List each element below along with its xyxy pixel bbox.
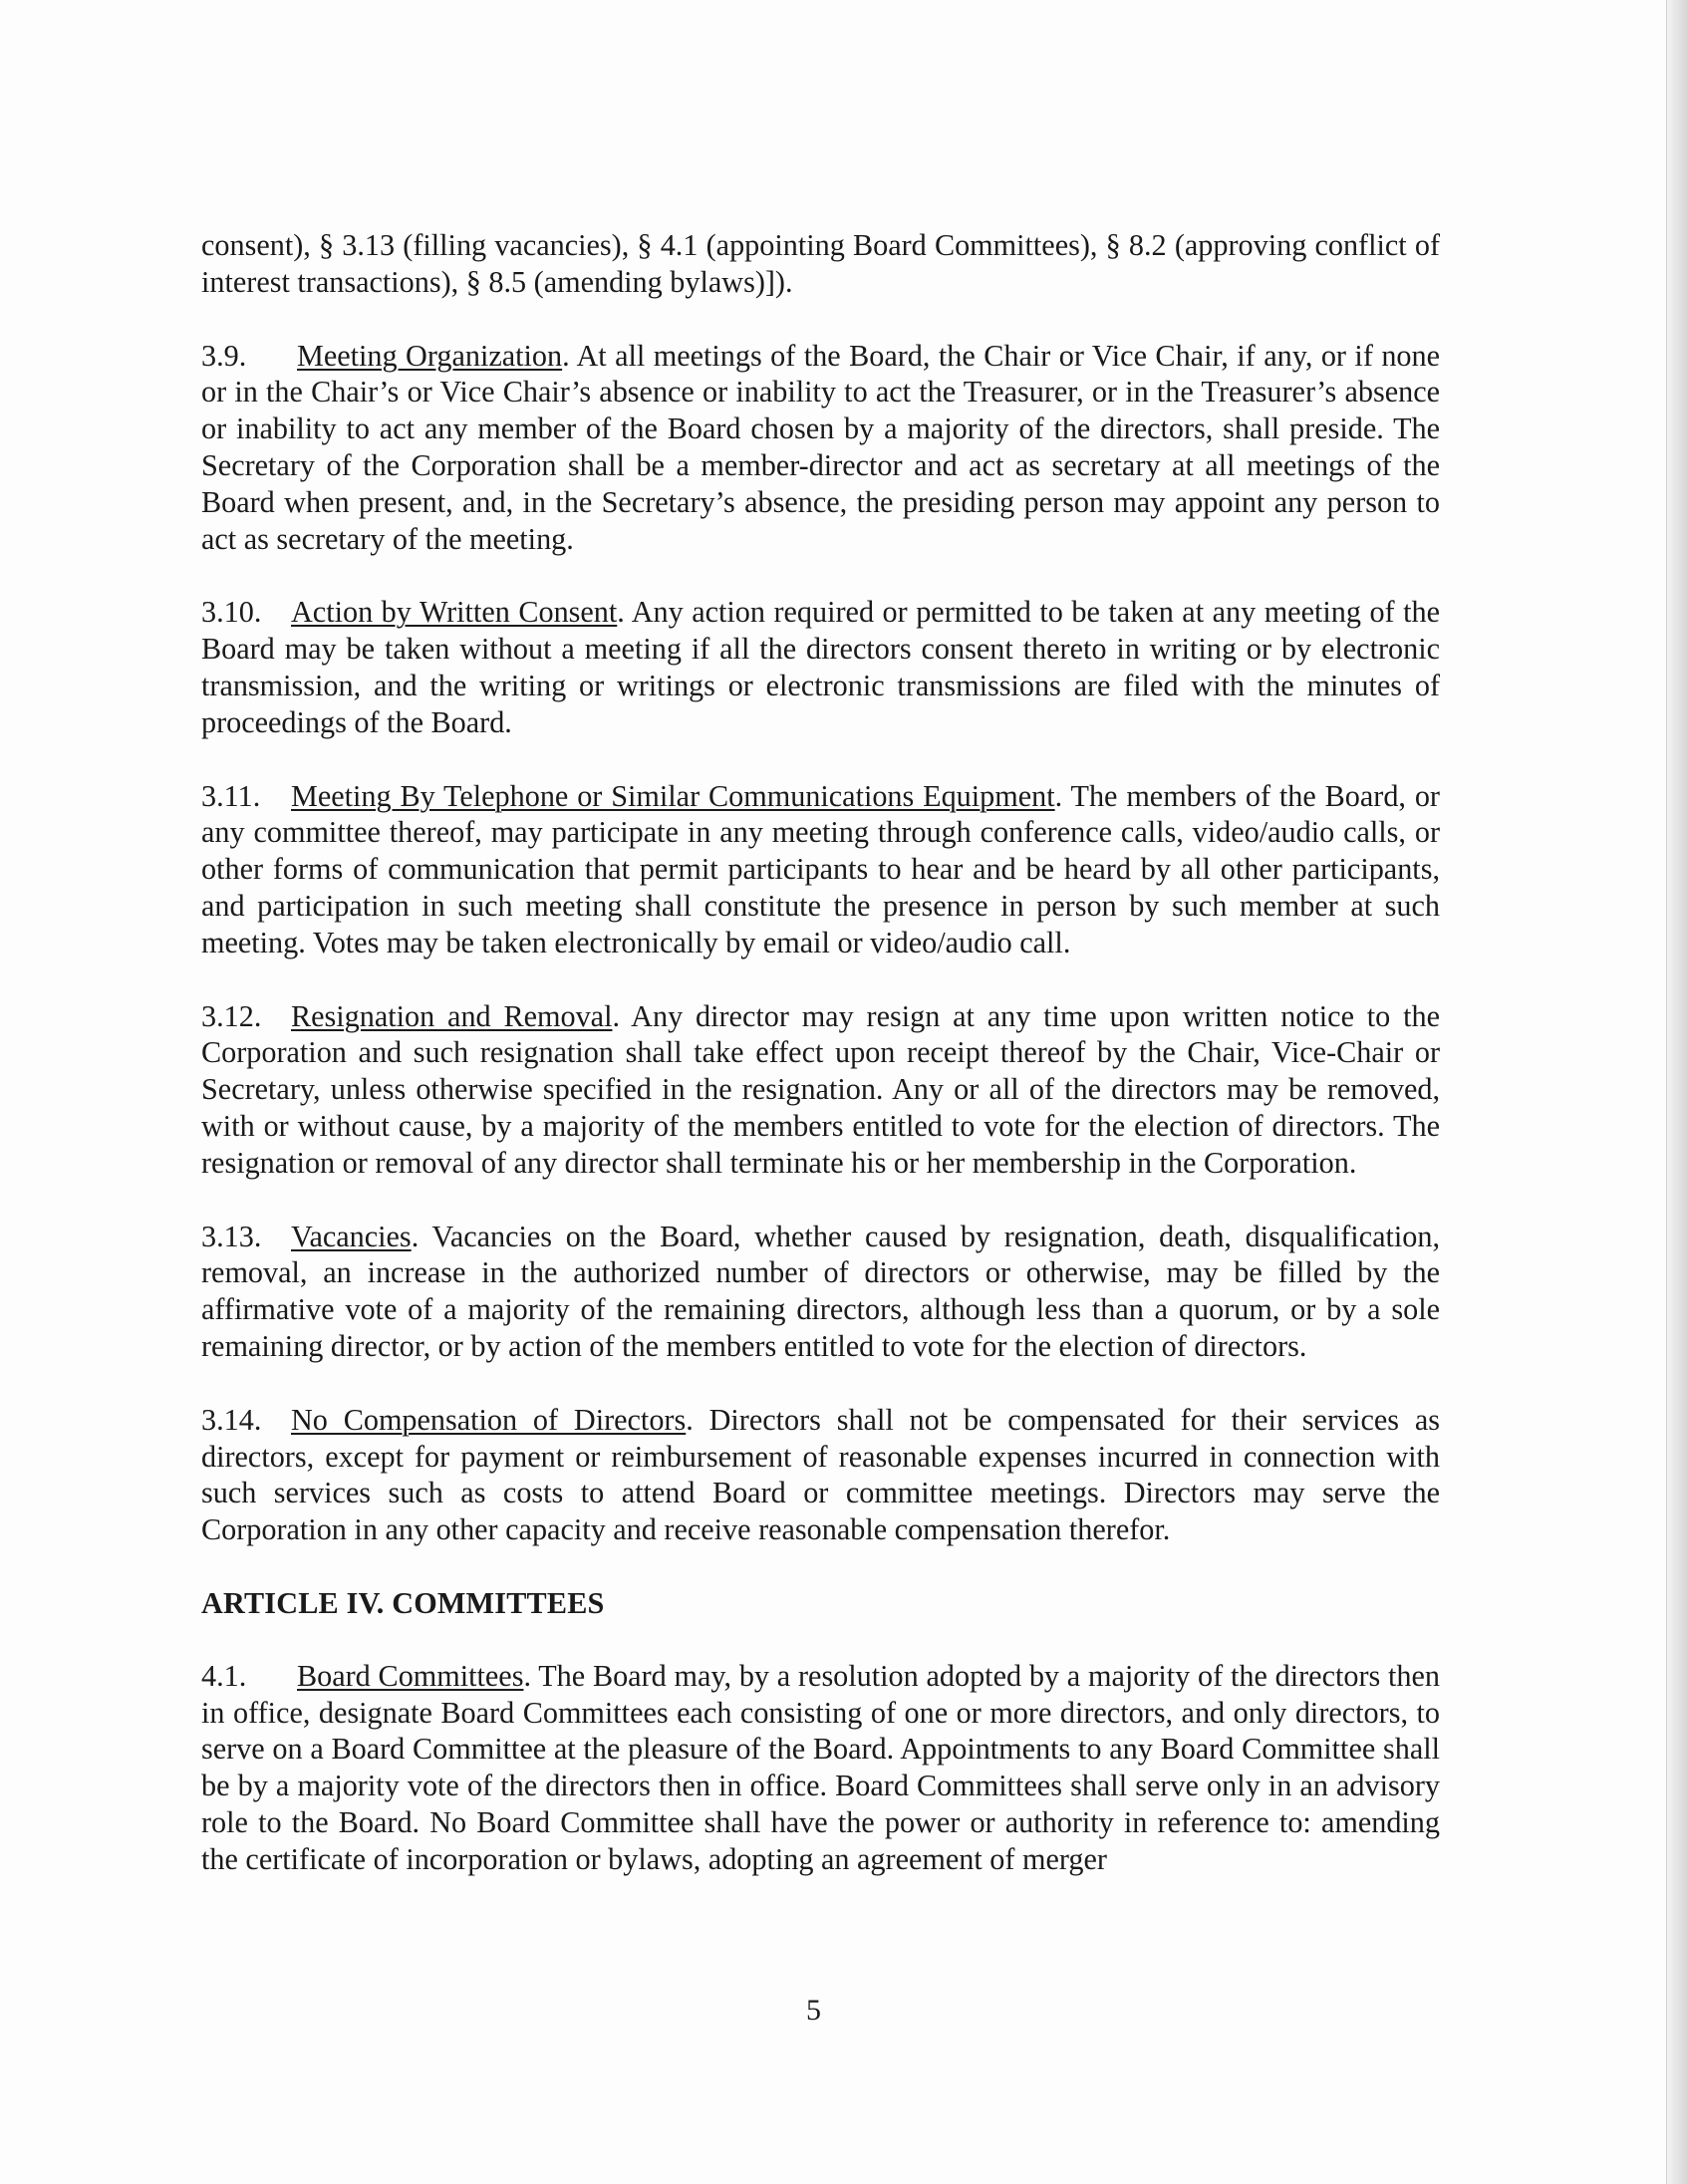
section-number: 3.11. — [201, 778, 261, 813]
section-caption: No Compensation of Directors — [291, 1402, 687, 1437]
section-3-9 — [201, 338, 1440, 558]
scan-edge-shadow — [1666, 0, 1687, 2184]
section-number: 4.1. — [201, 1658, 247, 1693]
section-body: . At all meetings of the Board, the Chair or Vice Chair, if any, or if none or in the Chair’s or Vice Chair’s absence or inability to act the Treasurer, or in the Treasurer’s absence or inability to act any member of the Board chosen by a majority of the directors, shall preside. The Secretary of the Corporation shall be a member-director and act as secretary at all meetings of the Board when present, and, in the Secretary’s absence, the presiding person may appoint any person to act as secretary of the meeting. — [201, 338, 1441, 556]
section-caption: Meeting By Telephone or Similar Communications Equipment — [291, 778, 1055, 813]
section-body: . Directors shall not be compensated for their services as directors, except for payment or reimbursement of reasonable expenses incurred in connection with such services such as costs to attend Board or committee meetings. Directors may serve the Corporation in any other capacity and receive reasonable compensation therefor. — [201, 1402, 1440, 1547]
section-4-1 — [201, 1658, 1440, 1878]
page-number: 5 — [806, 1994, 821, 2027]
section-3-12 — [201, 998, 1440, 1182]
section-body: . The members of the Board, or any committee thereof, may participate in any meeting through conference calls, video/audio calls, or other forms of communication that permit participants to hear and be heard by all other participants, and participation in such meeting shall constitute the presence in person by such member at such meeting. Votes may be taken electronically by email or video/audio call. — [201, 778, 1440, 959]
continuation-paragraph: consent), § 3.13 (filling vacancies), § 4.1 (appointing Board Committees), § 8.2 (approving conflict of interest transactions), § 8.5 (amending bylaws)]). — [201, 228, 1440, 299]
section-caption: Meeting Organization — [297, 338, 563, 373]
section-number: 3.14. — [201, 1402, 262, 1437]
article-heading: ARTICLE IV. COMMITTEES — [201, 1585, 605, 1620]
section-body: . Any action required or permitted to be taken at any meeting of the Board may be taken without a meeting if all the directors consent thereto in writing or by electronic transmission, and the writing or writings or electronic transmissions are filed with the minutes of proceedings of the Board. — [201, 595, 1440, 739]
section-number: 3.9. — [201, 338, 247, 373]
section-number: 3.12. — [201, 998, 262, 1033]
section-3-10 — [201, 594, 1440, 740]
page-body — [201, 227, 1440, 1914]
section-caption: Resignation and Removal — [291, 998, 613, 1033]
section-number: 3.10. — [201, 595, 262, 630]
section-3-14 — [201, 1402, 1440, 1548]
section-number: 3.13. — [201, 1219, 262, 1253]
section-3-11 — [201, 778, 1440, 961]
section-3-13 — [201, 1219, 1440, 1365]
section-caption: Board Committees — [297, 1658, 524, 1693]
section-body: . Vacancies on the Board, whether caused by resignation, death, disqualification, removal, an increase in the authorized number of directors or otherwise, may be filled by the affirmative vote of a majority of the remaining directors, although less than a quorum, or by a sole remaining director, or by action of the members entitled to vote for the election of directors. — [201, 1219, 1440, 1363]
section-caption: Action by Written Consent — [291, 595, 618, 630]
section-body: . Any director may resign at any time upon written notice to the Corporation and such resignation shall take effect upon receipt thereof by the Chair, Vice-Chair or Secretary, unless otherwise specified in the resignation. Any or all of the directors may be removed, with or without cause, by a majority of the members entitled to vote for the election of directors. The resignation or removal of any director shall terminate his or her membership in the Corporation. — [201, 998, 1440, 1180]
section-body: . The Board may, by a resolution adopted by a majority of the directors then in office, designate Board Committees each consisting of one or more directors, and only directors, to serve on a Board Committee at the pleasure of the Board. Appointments to any Board Committee shall be by a majority vote of the directors then in office. Board Committees shall serve only in an advisory role to the Board. No Board Committee shall have the power or authority in reference to: amending the certificate of incorporation or bylaws, adopting an agreement of merger — [201, 1658, 1441, 1876]
section-caption: Vacancies — [291, 1219, 412, 1253]
